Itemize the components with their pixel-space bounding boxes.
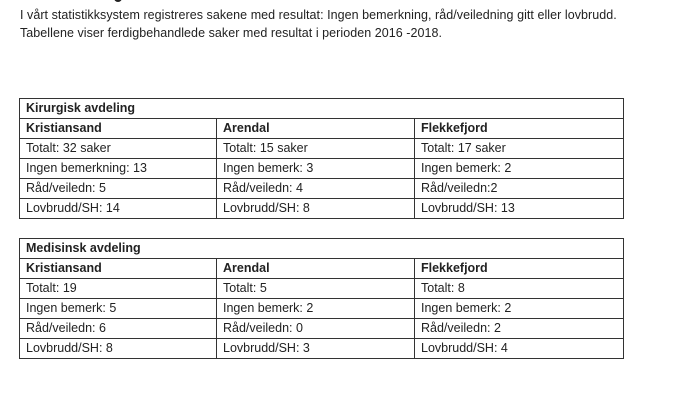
intro-line-1: I vårt statistikksystem registreres sakene med resultat: Ingen bemerkning, råd/veiledning gitt eller lovbrudd. — [20, 8, 617, 22]
column-header: Arendal — [217, 119, 415, 139]
table-cell: Råd/veiledn: 4 — [217, 179, 415, 199]
table-title-row — [20, 99, 624, 119]
table-header-row — [20, 259, 624, 279]
table-medisinsk-avdeling — [19, 238, 624, 359]
table-row — [20, 199, 624, 219]
table-cell: Råd/veiledn: 0 — [217, 319, 415, 339]
intro-line-2: Tabellene viser ferdigbehandlede saker med resultat i perioden 2016 -2018. — [20, 26, 443, 40]
table-row — [20, 319, 624, 339]
table-row — [20, 159, 624, 179]
table-title: Kirurgisk avdeling — [20, 99, 624, 119]
column-header: Kristiansand — [20, 119, 217, 139]
table-cell: Totalt: 19 — [20, 279, 217, 299]
intro-text — [20, 6, 617, 42]
table-cell: Totalt: 15 saker — [217, 139, 415, 159]
table-cell: Råd/veiledn: 6 — [20, 319, 217, 339]
table-cell: Ingen bemerk: 3 — [217, 159, 415, 179]
table-cell: Ingen bemerk: 2 — [415, 159, 624, 179]
table-cell: Lovbrudd/SH: 14 — [20, 199, 217, 219]
table-row — [20, 139, 624, 159]
table-row — [20, 179, 624, 199]
table-cell: Ingen bemerk: 5 — [20, 299, 217, 319]
table-cell: Råd/veiledn:2 — [415, 179, 624, 199]
table-kirurgisk-avdeling — [19, 98, 624, 219]
cropped-text-fragment — [114, 0, 122, 2]
table-cell: Lovbrudd/SH: 8 — [20, 339, 217, 359]
table-cell: Totalt: 17 saker — [415, 139, 624, 159]
table-cell: Ingen bemerk: 2 — [217, 299, 415, 319]
table-cell: Ingen bemerkning: 13 — [20, 159, 217, 179]
table-cell: Totalt: 32 saker — [20, 139, 217, 159]
table-cell: Lovbrudd/SH: 8 — [217, 199, 415, 219]
table-cell: Lovbrudd/SH: 13 — [415, 199, 624, 219]
table-title-row — [20, 239, 624, 259]
table-cell: Totalt: 5 — [217, 279, 415, 299]
column-header: Flekkefjord — [415, 119, 624, 139]
table-title: Medisinsk avdeling — [20, 239, 624, 259]
column-header: Kristiansand — [20, 259, 217, 279]
table-cell: Lovbrudd/SH: 3 — [217, 339, 415, 359]
table-row — [20, 299, 624, 319]
table-cell: Ingen bemerk: 2 — [415, 299, 624, 319]
table-cell: Råd/veiledn: 2 — [415, 319, 624, 339]
table-row — [20, 339, 624, 359]
table-cell: Totalt: 8 — [415, 279, 624, 299]
table-header-row — [20, 119, 624, 139]
table-row — [20, 279, 624, 299]
column-header: Arendal — [217, 259, 415, 279]
table-cell: Råd/veiledn: 5 — [20, 179, 217, 199]
table-cell: Lovbrudd/SH: 4 — [415, 339, 624, 359]
column-header: Flekkefjord — [415, 259, 624, 279]
